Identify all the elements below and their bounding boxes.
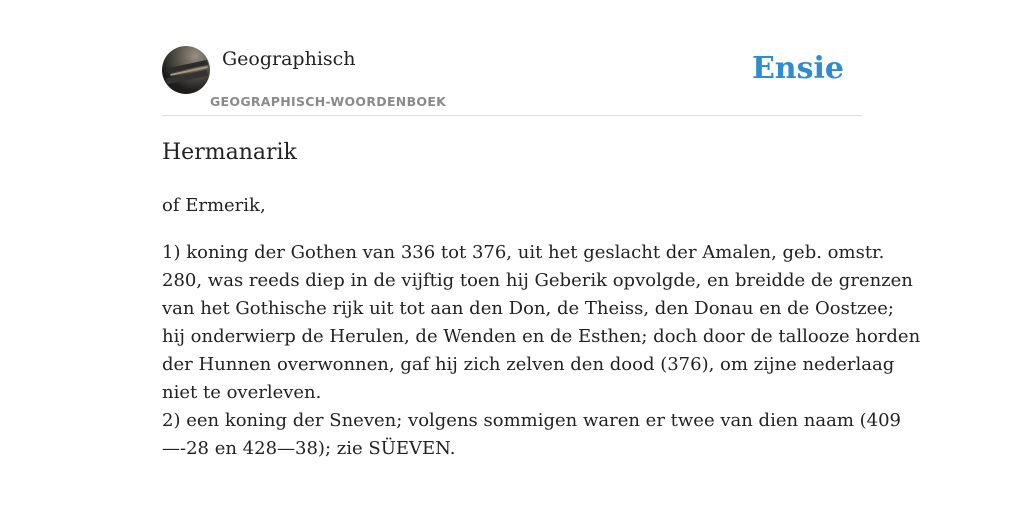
- book-subtitle[interactable]: GEOGRAPHISCH-WOORDENBOEK: [210, 94, 447, 109]
- entry-line: niet te overleven.: [162, 382, 322, 403]
- entry-body: [162, 239, 921, 463]
- entry-line: 280, was reeds diep in de vijftig toen hij Geberik opvolgde, en breidde de grenzen: [162, 270, 913, 291]
- book-cover-icon[interactable]: [162, 46, 210, 94]
- entry-title: Hermanarik: [162, 140, 297, 165]
- brand-logo[interactable]: Ensie: [751, 51, 844, 86]
- entry-line: 1) koning der Gothen van 336 tot 376, uit het geslacht der Amalen, geb. omstr.: [162, 242, 885, 263]
- entry-line: hij onderwierp de Herulen, de Wenden en de Esthen; doch door de tallooze horden: [162, 326, 921, 347]
- entry-line: 2) een koning der Sneven; volgens sommigen waren er twee van dien naam (409: [162, 410, 902, 431]
- entry-line: van het Gothische rijk uit tot aan den Don, de Theiss, den Donau en de Oostzee;: [162, 298, 894, 319]
- entry-intro: of Ermerik,: [162, 195, 266, 216]
- page-header: [162, 46, 862, 116]
- entry-line: der Hunnen overwonnen, gaf hij zich zelven den dood (376), om zijne nederlaag: [162, 354, 895, 375]
- entry-line: —-28 en 428—38); zie SÜEVEN.: [162, 438, 456, 459]
- book-title[interactable]: Geographisch: [222, 48, 356, 70]
